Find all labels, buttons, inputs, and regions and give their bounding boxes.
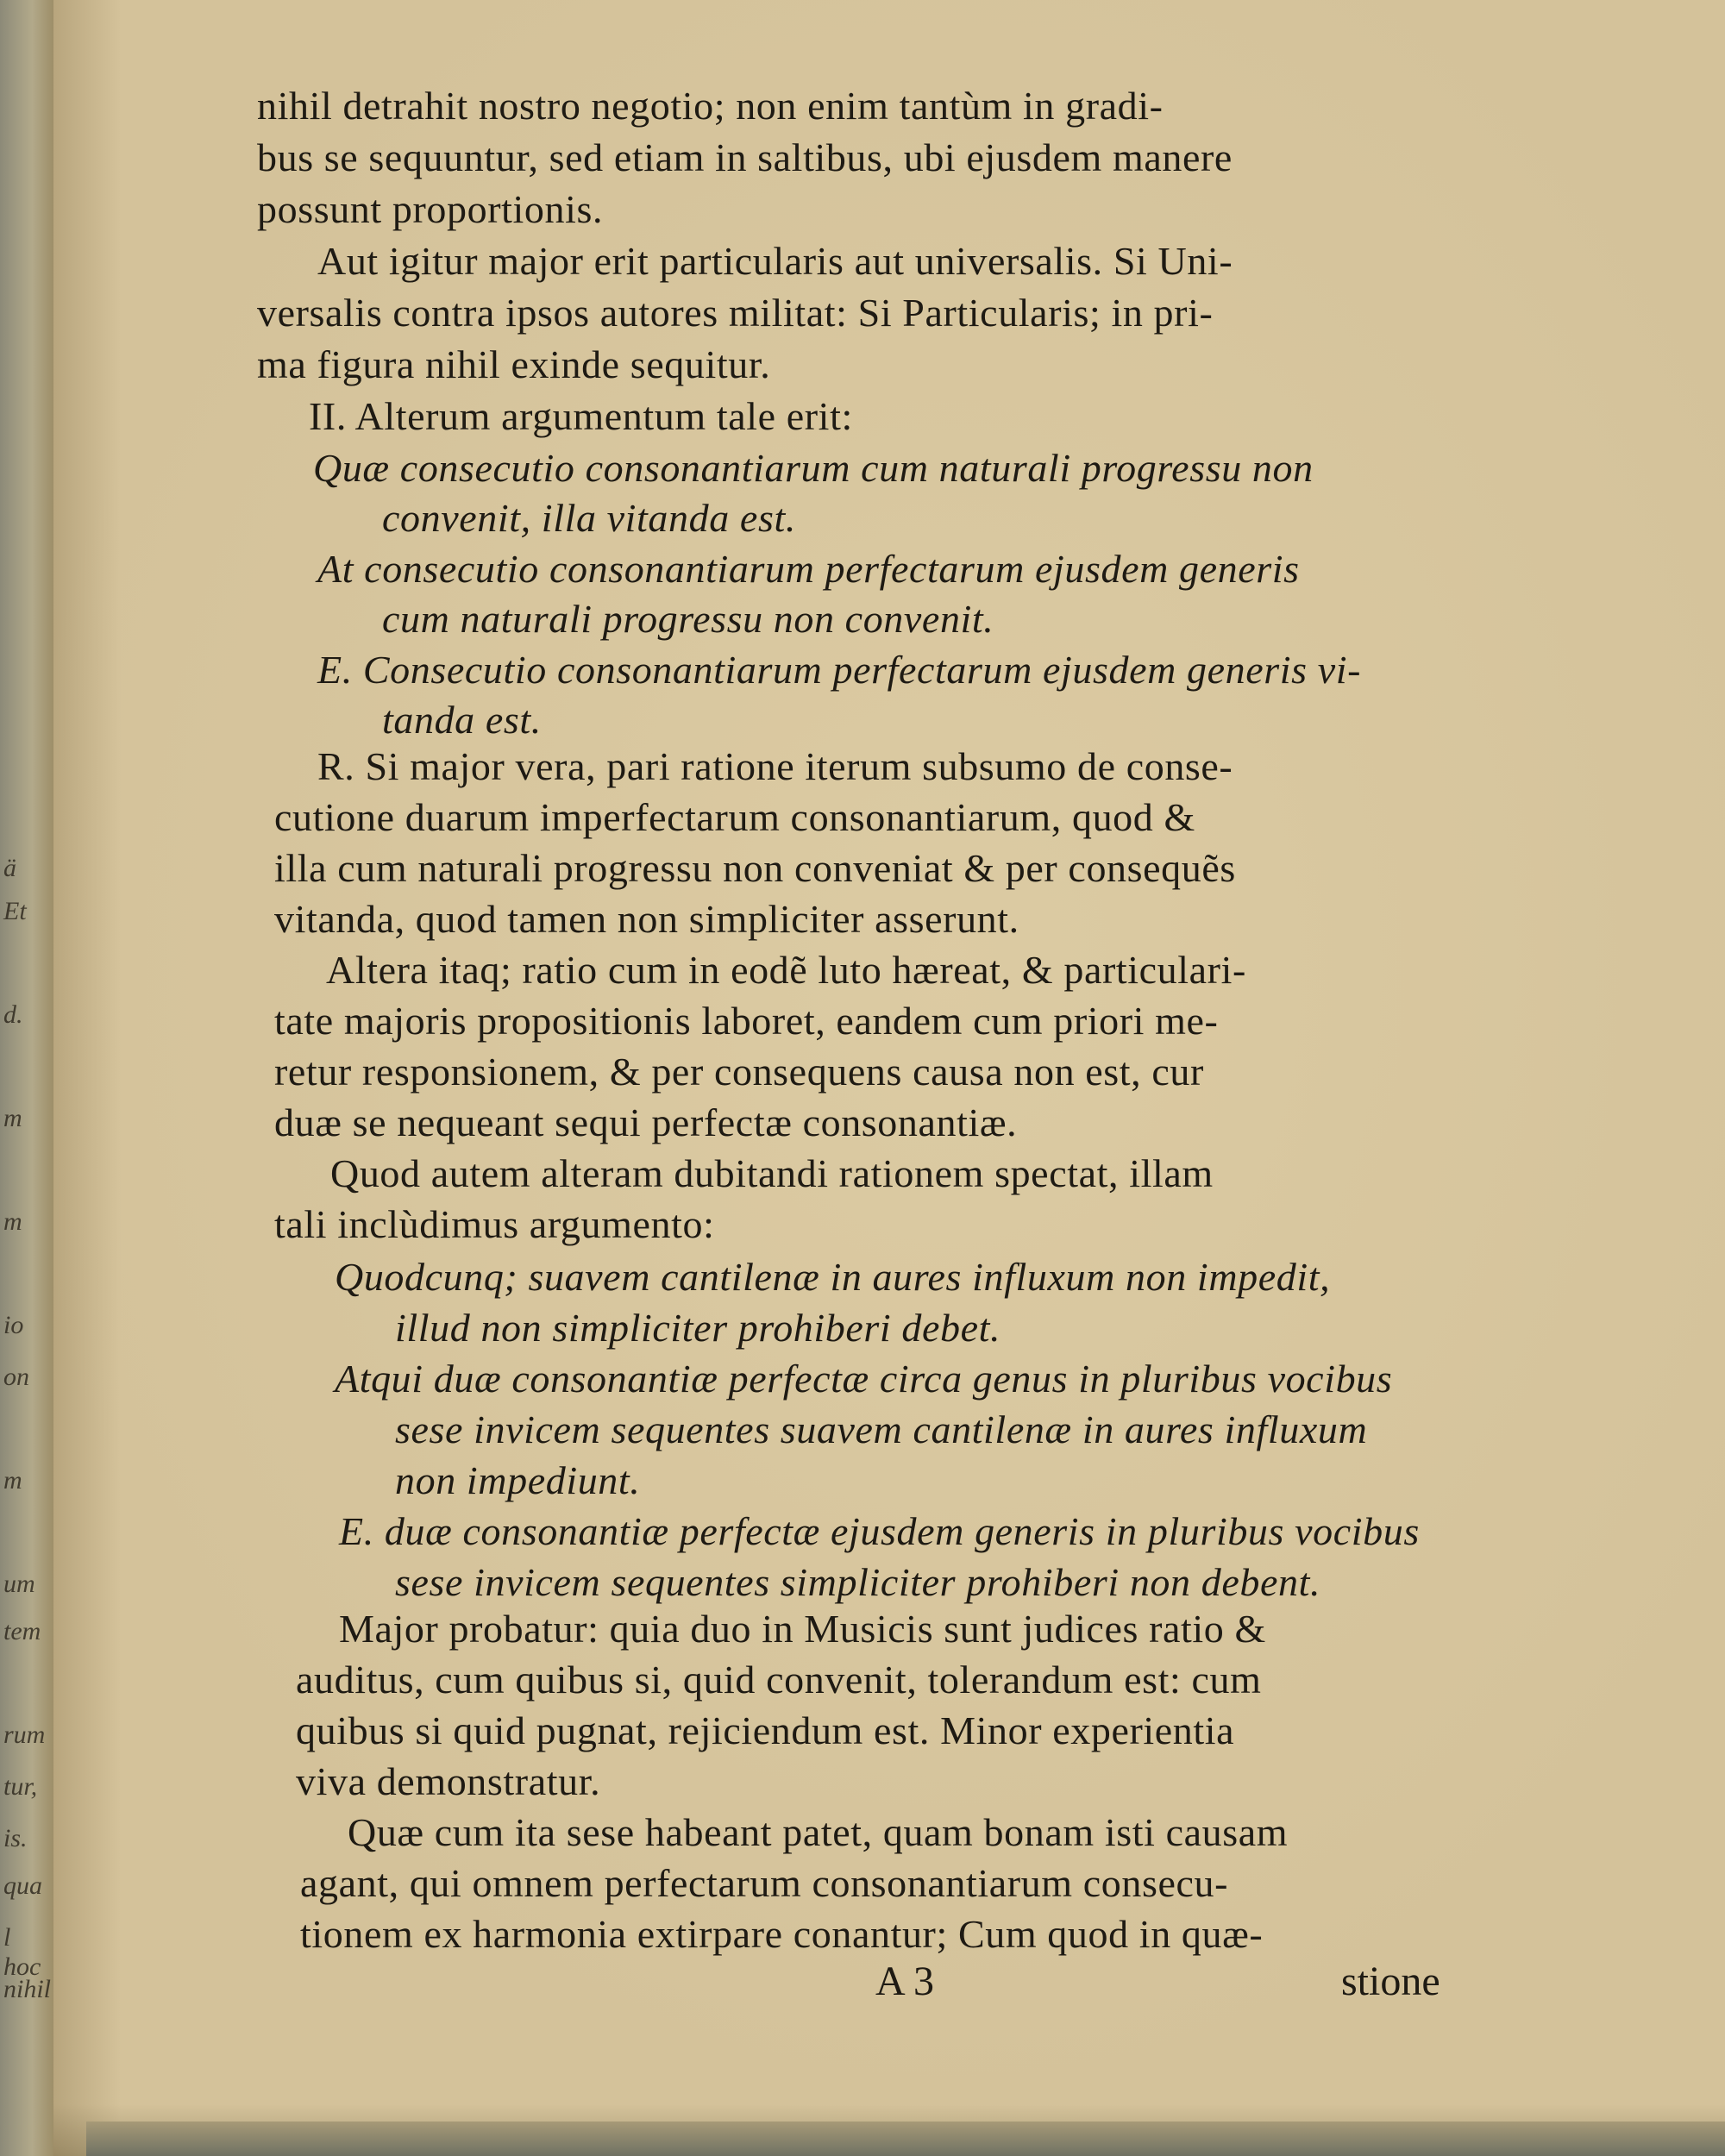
margin-fragment: nihil bbox=[3, 1975, 52, 2003]
syllogism-line: illud non simpliciter prohiberi debet. bbox=[395, 1306, 1001, 1350]
margin-fragment: qua bbox=[3, 1871, 42, 1900]
text-line: II. Alterum argumentum tale erit: bbox=[309, 394, 853, 438]
text-line: versalis contra ipsos autores militat: Si Particularis; in pri- bbox=[257, 291, 1214, 335]
syllogism-line: tanda est. bbox=[382, 698, 542, 742]
syllogism-line: E. duæ consonantiæ perfectæ ejusdem generis in pluribus vocibus bbox=[339, 1509, 1420, 1553]
syllogism-line: sese invicem sequentes suavem cantilenæ in aures influxum bbox=[395, 1407, 1368, 1451]
text-line: Quæ cum ita sese habeant patet, quam bonam isti causam bbox=[348, 1810, 1289, 1854]
text-line: agant, qui omnem perfectarum consonantiarum consecu- bbox=[300, 1861, 1229, 1905]
margin-fragment: on bbox=[3, 1363, 29, 1391]
margin-fragment: ä bbox=[3, 854, 16, 882]
text-line: ma figura nihil exinde sequitur. bbox=[257, 342, 771, 386]
signature-mark: A 3 bbox=[875, 1959, 935, 2004]
margin-fragment: m bbox=[3, 1466, 22, 1495]
text-line: illa cum naturali progressu non conveniat & per consequẽs bbox=[274, 846, 1236, 890]
syllogism-line: convenit, illa vitanda est. bbox=[382, 496, 796, 540]
text-line: auditus, cum quibus si, quid convenit, tolerandum est: cum bbox=[296, 1658, 1262, 1702]
text-line: Altera itaq; ratio cum in eodẽ luto hæreat, & particulari- bbox=[326, 948, 1246, 992]
margin-fragment: is. bbox=[3, 1824, 28, 1852]
syllogism-line: E. Consecutio consonantiarum perfectarum ejusdem generis vi- bbox=[317, 648, 1362, 692]
syllogism-line: At consecutio consonantiarum perfectarum ejusdem generis bbox=[317, 547, 1300, 591]
text-line: Major probatur: quia duo in Musicis sunt judices ratio & bbox=[339, 1607, 1266, 1651]
text-line: tali inclùdimus argumento: bbox=[274, 1202, 715, 1246]
margin-fragment: um bbox=[3, 1570, 35, 1598]
text-line: tate majoris propositionis laboret, eandem cum priori me- bbox=[274, 999, 1219, 1043]
text-line: viva demonstratur. bbox=[296, 1759, 601, 1803]
margin-fragment: tem bbox=[3, 1617, 41, 1645]
text-line: possunt proportionis. bbox=[257, 187, 604, 231]
text-line: bus se sequuntur, sed etiam in saltibus, ubi ejusdem manere bbox=[257, 135, 1233, 179]
text-line: vitanda, quod tamen non simpliciter asserunt. bbox=[274, 897, 1019, 941]
syllogism-line: Quodcunq; suavem cantilenæ in aures influxum non impedit, bbox=[335, 1255, 1331, 1299]
text-line: cutione duarum imperfectarum consonantiarum, quod & bbox=[274, 795, 1195, 839]
text-line: nihil detrahit nostro negotio; non enim tantùm in gradi- bbox=[257, 84, 1164, 128]
text-line: tionem ex harmonia extirpare conantur; Cum quod in quæ- bbox=[300, 1912, 1264, 1956]
margin-fragment: l hoc bbox=[3, 1923, 41, 1981]
syllogism-line: non impediunt. bbox=[395, 1458, 641, 1502]
text-line: Aut igitur major erit particularis aut universalis. Si Uni- bbox=[317, 239, 1233, 283]
syllogism-line: sese invicem sequentes simpliciter prohiberi non debent. bbox=[395, 1560, 1321, 1604]
syllogism-line: cum naturali progressu non convenit. bbox=[382, 597, 994, 641]
text-line: retur responsionem, & per consequens causa non est, cur bbox=[274, 1050, 1204, 1094]
margin-fragment: rum bbox=[3, 1720, 46, 1749]
margin-fragment: io bbox=[3, 1311, 24, 1339]
syllogism-line: Atqui duæ consonantiæ perfectæ circa genus in pluribus vocibus bbox=[335, 1357, 1393, 1401]
margin-fragment: Et bbox=[3, 897, 27, 925]
text-line: quibus si quid pugnat, rejiciendum est. Minor experientia bbox=[296, 1708, 1235, 1752]
margin-fragment: tur, bbox=[3, 1772, 38, 1801]
margin-fragment: m bbox=[3, 1207, 22, 1236]
text-line: Quod autem alteram dubitandi rationem spectat, illam bbox=[330, 1151, 1214, 1195]
margin-fragment: d. bbox=[3, 1000, 23, 1029]
margin-fragment: m bbox=[3, 1104, 22, 1132]
text-line: R. Si major vera, pari ratione iterum subsumo de conse- bbox=[317, 744, 1233, 788]
catchword: stione bbox=[1341, 1959, 1440, 2004]
text-line: duæ se nequeant sequi perfectæ consonantiæ. bbox=[274, 1100, 1018, 1144]
syllogism-line: Quæ consecutio consonantiarum cum naturali progressu non bbox=[313, 446, 1314, 490]
